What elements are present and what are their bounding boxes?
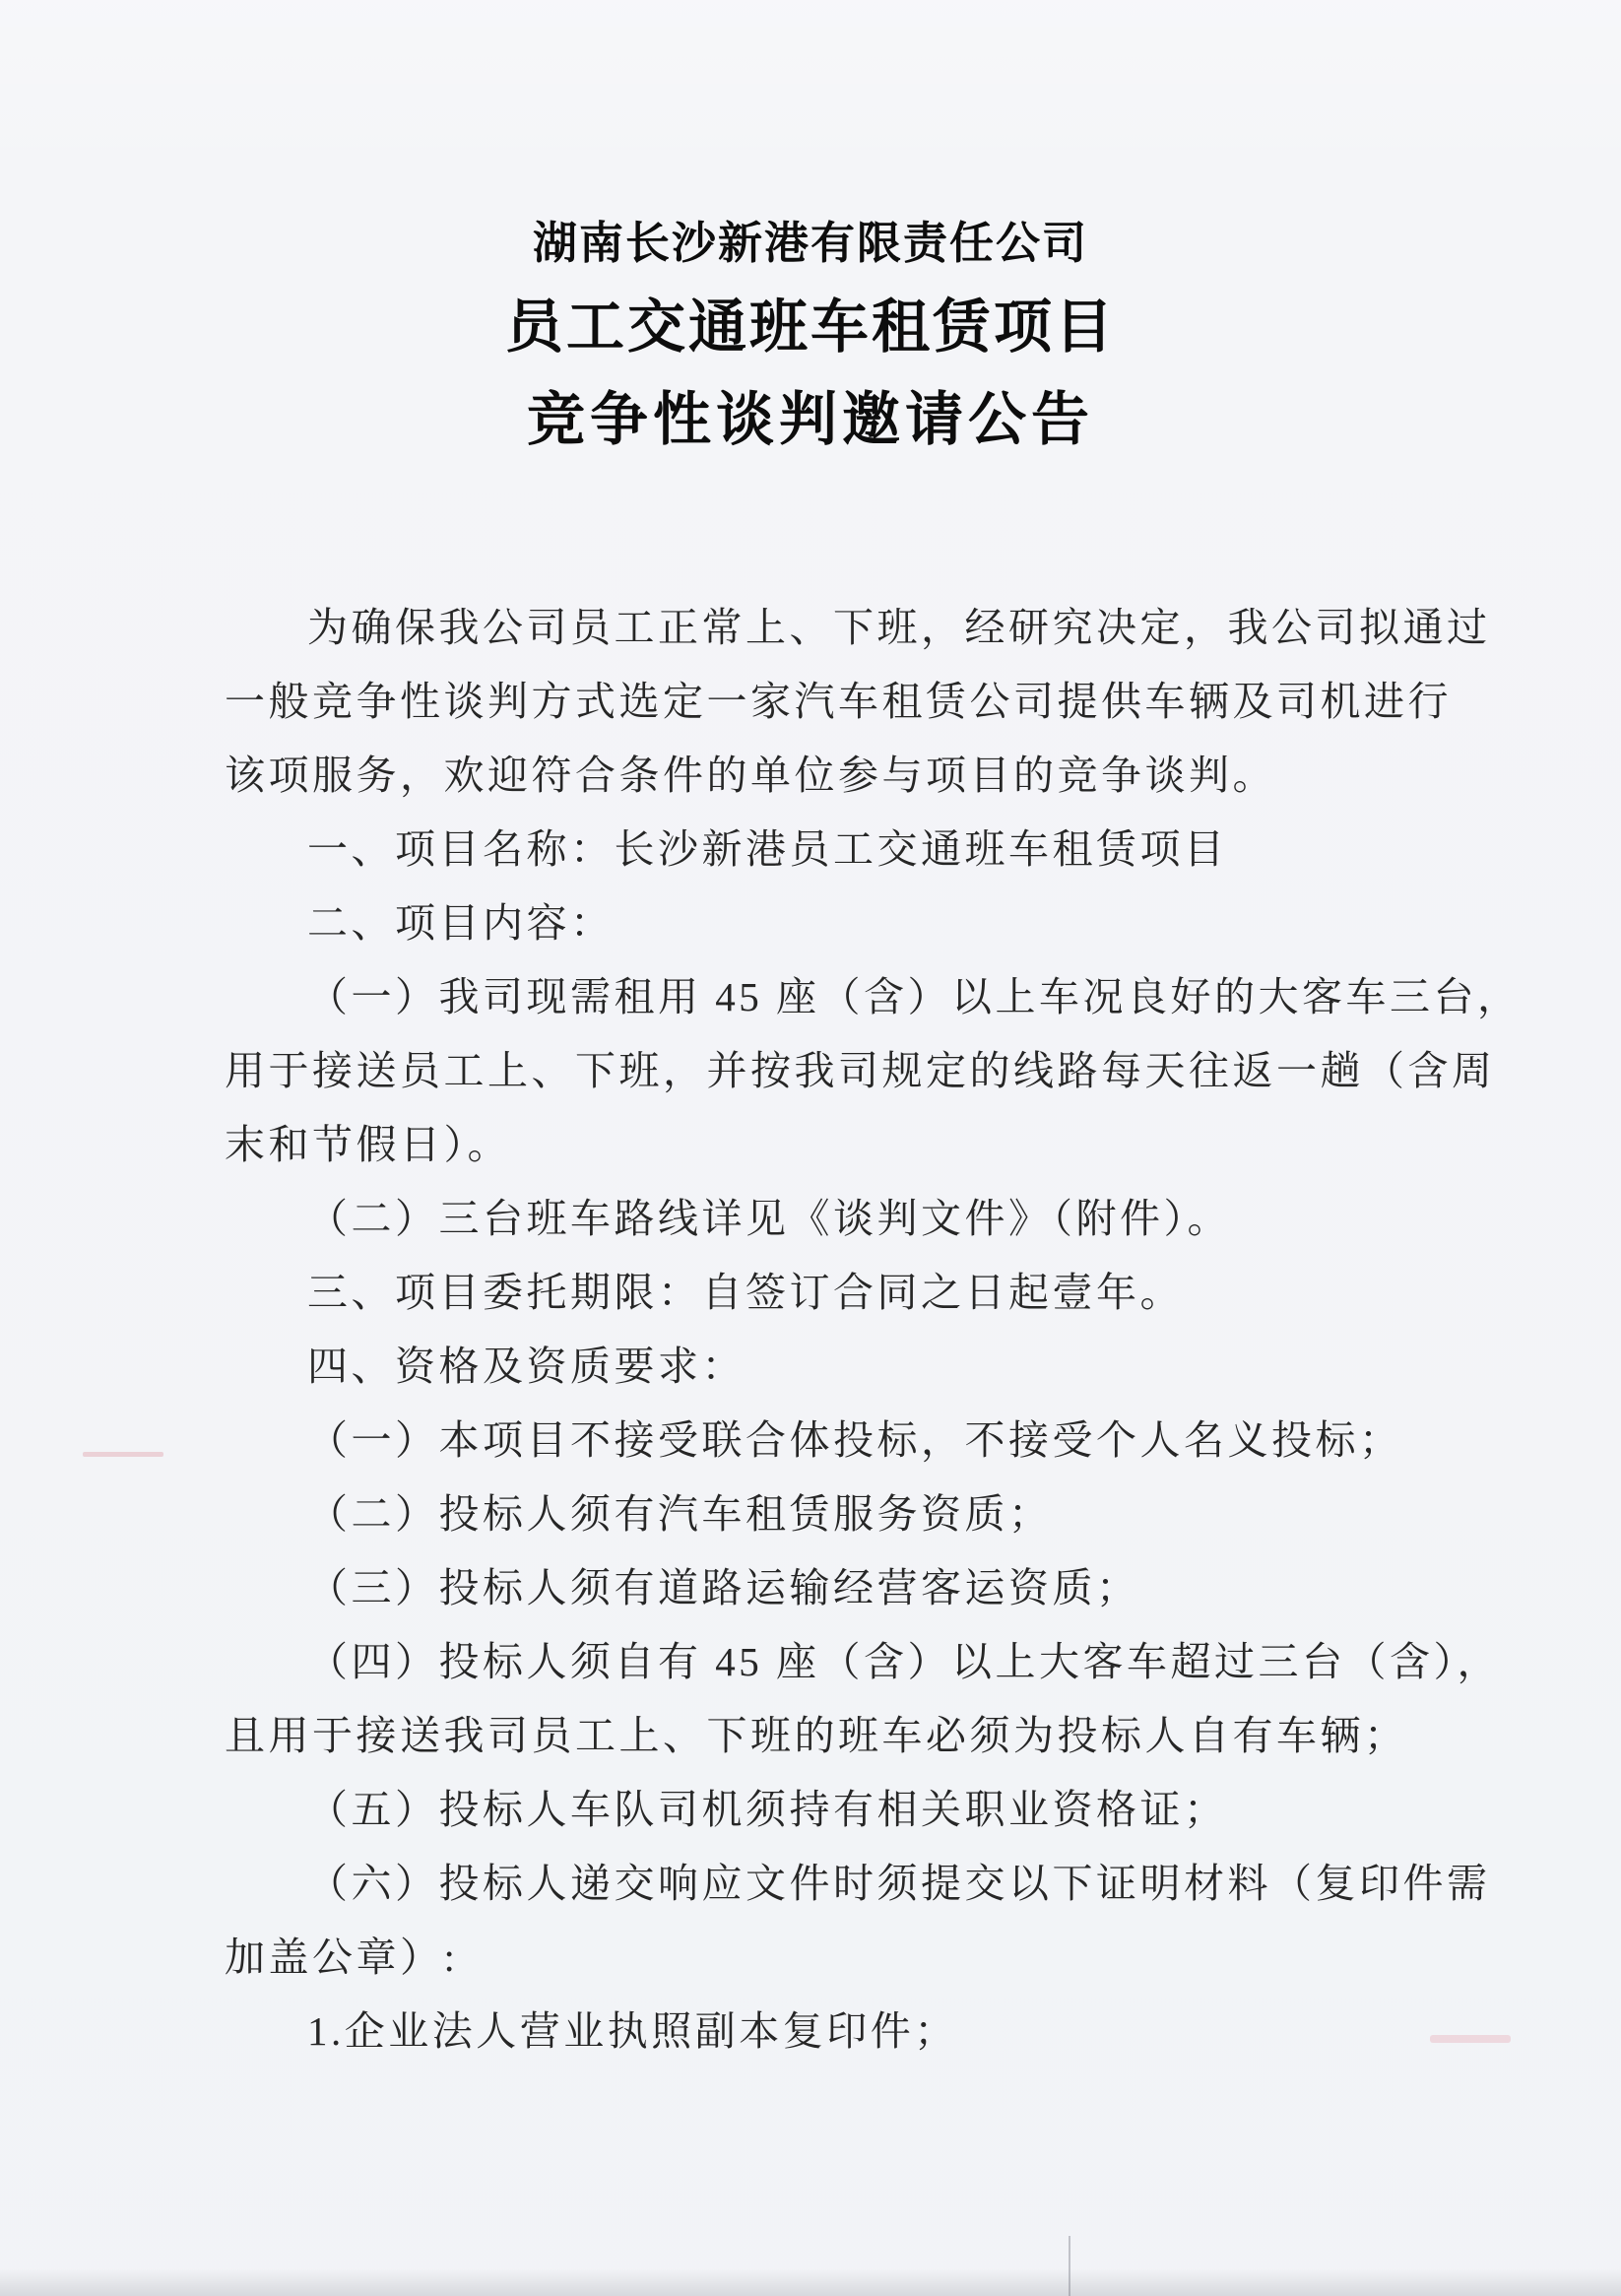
body-line: 二、项目内容： — [307, 900, 615, 946]
body-line: 三、项目委托期限：自签订合同之日起壹年。 — [307, 1270, 1184, 1315]
body-text — [225, 587, 1522, 2065]
body-line: 加盖公章）: — [225, 1935, 459, 1980]
body-line: 一般竞争性谈判方式选定一家汽车租赁公司提供车辆及司机进行 — [225, 679, 1452, 724]
body-line: 1.企业法人营业执照副本复印件； — [307, 2008, 958, 2054]
body-line: （二）三台班车路线详见《谈判文件》（附件）。 — [307, 1196, 1231, 1241]
body-line: 且用于接送我司员工上、下班的班车必须为投标人自有车辆； — [225, 1713, 1408, 1758]
scan-artifact-left-dash — [83, 1452, 163, 1457]
body-line: 四、资格及资质要求： — [307, 1344, 746, 1389]
body-line: 末和节假日）。 — [225, 1122, 511, 1167]
body-line: 一、项目名称：长沙新港员工交通班车租赁项目 — [307, 826, 1228, 872]
body-line: （六）投标人递交响应文件时须提交以下证明材料（复印件需 — [307, 1861, 1491, 1906]
body-line: （二）投标人须有汽车租赁服务资质； — [307, 1491, 1053, 1537]
title-project-name: 员工交通班车租赁项目 — [504, 295, 1116, 360]
scan-artifact-right-dash — [1430, 2035, 1511, 2043]
body-line: （一）我司现需租用 45 座（含）以上车况良好的大客车三台， — [307, 974, 1522, 1019]
body-line: 为确保我公司员工正常上、下班，经研究决定，我公司拟通过 — [307, 605, 1491, 650]
title-company-name: 湖南长沙新港有限责任公司 — [532, 218, 1088, 268]
title-announcement-type: 竞争性谈判邀请公告 — [526, 387, 1094, 452]
scan-artifact-bottom-shadow — [0, 2268, 1621, 2296]
body-line: （四）投标人须自有 45 座（含）以上大客车超过三台（含）， — [307, 1639, 1501, 1684]
body-line: （三）投标人须有道路运输经营客运资质； — [307, 1565, 1140, 1610]
body-line: （五）投标人车队司机须持有相关职业资格证； — [307, 1787, 1228, 1832]
body-line: 该项服务，欢迎符合条件的单位参与项目的竞争谈判。 — [225, 753, 1276, 798]
document-title-block — [0, 0, 1621, 463]
body-line: 用于接送员工上、下班，并按我司规定的线路每天往返一趟（含周 — [225, 1048, 1496, 1093]
body-line: （一）本项目不接受联合体投标，不接受个人名义投标； — [307, 1417, 1403, 1463]
